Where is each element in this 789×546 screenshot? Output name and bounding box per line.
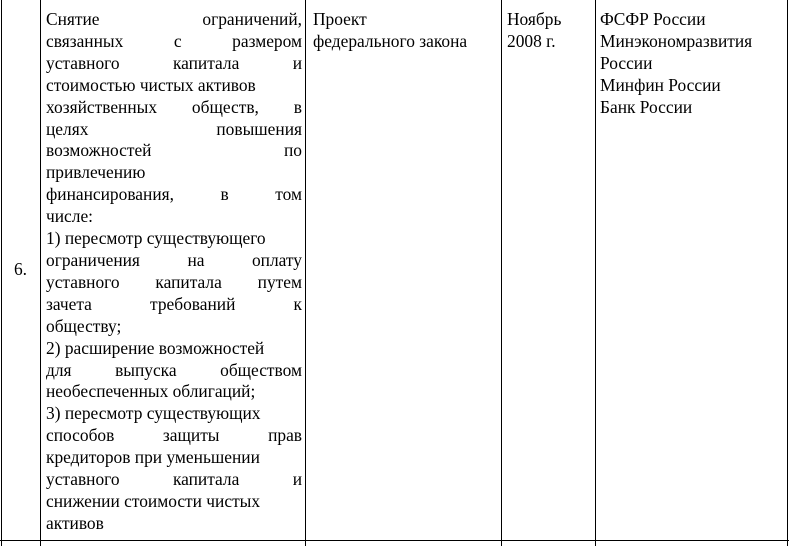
- measure-description: [46, 9, 302, 535]
- description-line: [46, 360, 302, 382]
- description-line: обществу;: [46, 315, 122, 336]
- column-divider-1: [40, 0, 41, 546]
- description-word: по: [283, 140, 302, 161]
- description-word: капитала: [172, 52, 240, 73]
- implementation-form: [313, 9, 499, 53]
- description-line: [46, 469, 302, 491]
- description-line: [46, 119, 302, 141]
- description-line: привлечению: [46, 162, 146, 183]
- description-line: [46, 97, 302, 119]
- row-number: 6.: [13, 259, 28, 280]
- description-word: возможностей: [46, 140, 152, 161]
- description-word: связанных: [46, 30, 124, 51]
- description-word: размером: [232, 30, 302, 51]
- description-word: защиты: [162, 425, 220, 446]
- responsible-line: ФСФР России: [600, 9, 706, 29]
- responsible-line: Минэкономразвития: [600, 30, 753, 51]
- description-word: повышения: [216, 118, 302, 139]
- description-line: [46, 272, 302, 294]
- description-word: выпуска: [115, 359, 177, 380]
- form-line: федерального закона: [313, 30, 468, 51]
- description-word: Снятие: [46, 9, 100, 29]
- description-line: [46, 425, 302, 447]
- column-divider-2: [305, 0, 306, 546]
- description-line: стоимостью чистых активов: [46, 74, 256, 95]
- description-word: уставного: [46, 469, 120, 490]
- description-word: капитала: [172, 469, 240, 490]
- description-word: зачета: [46, 293, 92, 314]
- description-line: числе:: [46, 206, 94, 227]
- description-word: на: [187, 249, 205, 270]
- period-line: 2008 г.: [507, 30, 556, 51]
- description-word: обществ,: [191, 96, 259, 117]
- implementation-period: [507, 9, 589, 53]
- description-word: финансирования,: [46, 184, 174, 205]
- description-word: и: [292, 469, 302, 490]
- description-line: [46, 31, 302, 53]
- description-word: целях: [46, 118, 89, 139]
- description-word: способов: [46, 425, 115, 446]
- description-line: [46, 53, 302, 75]
- description-word: в: [293, 96, 302, 117]
- description-line: 1) пересмотр существующего: [46, 228, 266, 249]
- description-word: том: [275, 184, 302, 205]
- description-word: с: [173, 30, 182, 51]
- description-word: обществом: [220, 359, 302, 380]
- description-word: и: [292, 52, 302, 73]
- description-word: для: [46, 359, 72, 380]
- description-line: [46, 140, 302, 162]
- form-line: Проект: [313, 9, 367, 29]
- responsible-line: Минфин России: [600, 74, 721, 95]
- period-line: Ноябрь: [507, 9, 562, 29]
- description-line: [46, 294, 302, 316]
- responsible-agencies: [600, 9, 786, 119]
- description-word: ограничения: [46, 249, 140, 270]
- description-line: кредиторов при уменьшении: [46, 447, 260, 468]
- description-line: [46, 9, 302, 31]
- description-word: уставного: [46, 271, 120, 292]
- description-line: [46, 184, 302, 206]
- description-word: требований: [150, 293, 236, 314]
- description-line: 2) расширение возможностей: [46, 337, 265, 358]
- description-word: капитала: [155, 271, 222, 292]
- description-word: уставного: [46, 52, 120, 73]
- description-word: прав: [268, 425, 302, 446]
- responsible-line: России: [600, 52, 653, 73]
- description-line: активов: [46, 512, 104, 533]
- description-word: хозяйственных: [46, 96, 158, 117]
- description-word: оплату: [251, 249, 302, 270]
- description-line: 3) пересмотр существующих: [46, 403, 261, 424]
- description-word: путем: [257, 271, 302, 292]
- table-border-right: [787, 0, 788, 546]
- column-divider-4: [595, 0, 596, 546]
- row-bottom-border: [0, 540, 789, 541]
- description-word: к: [293, 293, 302, 314]
- column-divider-3: [501, 0, 502, 546]
- description-word: в: [220, 184, 229, 205]
- responsible-line: Банк России: [600, 96, 693, 117]
- description-line: необеспеченных облигаций;: [46, 381, 256, 402]
- description-line: [46, 250, 302, 272]
- description-line: снижении стоимости чистых: [46, 490, 261, 511]
- description-word: ограничений,: [202, 9, 302, 29]
